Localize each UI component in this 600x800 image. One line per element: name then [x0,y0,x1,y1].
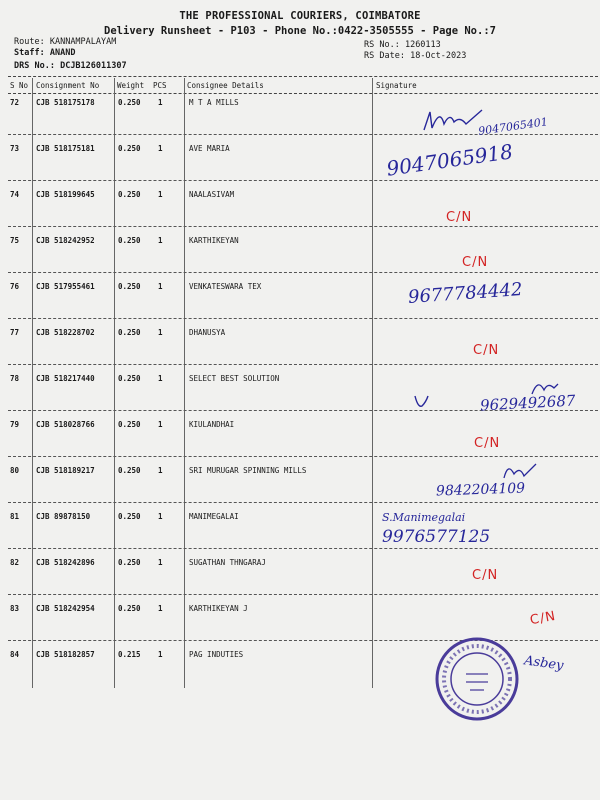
row-pcs: 1 [158,282,163,291]
handwritten-phone: 9976577125 [382,527,491,547]
table-row [8,188,598,234]
row-pcs: 1 [158,98,163,107]
row-pcs: 1 [158,374,163,383]
row-weight: 0.250 [118,144,141,153]
row-consignee: NAALASIVAM [189,190,235,199]
row-divider [8,594,598,595]
row-consignee: M T A MILLS [189,98,239,107]
row-weight: 0.250 [118,190,141,199]
table-row [8,326,598,372]
handwritten-cn-mark: C/N [528,608,558,629]
col-header-signature: Signature [376,81,417,90]
row-pcs: 1 [158,144,163,153]
row-consignment: CJB 518189217 [36,466,95,475]
table-row [8,510,598,556]
row-divider [8,226,598,227]
staff-line [14,48,75,58]
row-consignment: CJB 517955461 [36,282,95,291]
row-sno: 76 [10,282,20,291]
row-consignee: KIULANDHAI [189,420,235,429]
row-divider [8,134,598,135]
row-consignment: CJB 518175181 [36,144,95,153]
row-consignee: MANIMEGALAI [189,512,239,521]
row-consignee: SELECT BEST SOLUTION [189,374,280,383]
col-header-pcs: PCS [153,81,167,90]
row-divider [8,272,598,273]
row-pcs: 1 [158,236,163,245]
company-name: THE PROFESSIONAL COURIERS, COIMBATORE [179,10,421,22]
table-row [8,234,598,280]
row-sno: 80 [10,466,20,475]
row-consignment: CJB 518228702 [36,328,95,337]
handwritten-phone: 9629492687 [479,391,576,415]
drs-value: DCJB126011307 [60,61,127,71]
row-sno: 77 [10,328,20,337]
row-sno: 75 [10,236,20,245]
handwritten-phone: 9047065401 [477,115,549,138]
row-consignment: CJB 518182857 [36,650,95,659]
row-consignment: CJB 518242896 [36,558,95,567]
handwritten-signature: Asbey [523,653,565,674]
row-sno: 82 [10,558,20,567]
row-weight: 0.215 [118,650,141,659]
row-pcs: 1 [158,650,163,659]
col-header-consignee: Consignee Details [187,81,264,90]
handwritten-cn-mark: C/N [473,343,500,358]
company-seal-stamp [434,636,520,722]
row-weight: 0.250 [118,98,141,107]
row-consignee: PAG INDUTIES [189,650,244,659]
rs-date-line [364,51,466,61]
row-consignment: CJB 518028766 [36,420,95,429]
row-weight: 0.250 [118,512,141,521]
drs-label: DRS No.: [14,61,55,71]
row-consignment: CJB 518242952 [36,236,95,245]
row-sno: 81 [10,512,20,521]
header-top-rule [8,76,598,77]
row-consignment: CJB 89878150 [36,512,91,521]
handwritten-cn-mark: C/N [474,436,501,451]
row-divider [8,318,598,319]
drs-line [14,61,127,71]
rs-no-line [364,40,441,50]
handwritten-phone: 9842204109 [435,480,526,500]
handwritten-cn-mark: C/N [462,255,489,270]
col-header-consignment: Consignment No [36,81,100,90]
row-pcs: 1 [158,466,163,475]
row-weight: 0.250 [118,466,141,475]
row-sno: 72 [10,98,20,107]
rs-date-label: RS Date: [364,51,405,61]
row-pcs: 1 [158,604,163,613]
table-row [8,556,598,602]
handwritten-cn-mark: C/N [472,568,499,583]
row-weight: 0.250 [118,236,141,245]
row-pcs: 1 [158,512,163,521]
row-sno: 73 [10,144,20,153]
row-weight: 0.250 [118,604,141,613]
row-pcs: 1 [158,328,163,337]
row-consignee: KARTHIKEYAN [189,236,239,245]
row-weight: 0.250 [118,558,141,567]
route-label: Route: [14,37,45,47]
row-sno: 74 [10,190,20,199]
header-bottom-rule [8,93,598,94]
handwritten-name: S.Manimegalai [382,511,466,524]
row-weight: 0.250 [118,374,141,383]
table-row [8,96,598,142]
row-divider [8,548,598,549]
rs-no-label: RS No.: [364,40,400,50]
row-weight: 0.250 [118,420,141,429]
row-consignee: VENKATESWARA TEX [189,282,262,291]
handwritten-phone: 9047065918 [384,139,515,181]
row-consignment: CJB 518217440 [36,374,95,383]
route-value: KANNAMPALAYAM [49,37,117,47]
row-divider [8,502,598,503]
row-sno: 84 [10,650,20,659]
route-line [14,37,116,47]
row-consignment: CJB 518175178 [36,98,95,107]
rs-no-value: 1260113 [404,40,441,50]
row-sno: 83 [10,604,20,613]
staff-value: ANAND [49,48,76,58]
staff-label: Staff: [14,48,45,58]
row-sno: 79 [10,420,20,429]
row-consignee: SRI MURUGAR SPINNING MILLS [189,466,307,475]
col-header-weight: Weight [117,81,145,90]
rs-date-value: 18-Oct-2023 [410,51,467,61]
row-consignee: DHANUSYA [189,328,226,337]
row-consignee: AVE MARIA [189,144,230,153]
col-header-sno: S No [10,81,29,90]
row-consignee: KARTHIKEYAN J [189,604,248,613]
row-pcs: 1 [158,190,163,199]
row-consignment: CJB 518242954 [36,604,95,613]
row-consignment: CJB 518199645 [36,190,95,199]
row-weight: 0.250 [118,328,141,337]
row-pcs: 1 [158,420,163,429]
handwritten-phone: 9677784442 [407,279,524,308]
row-weight: 0.250 [118,282,141,291]
row-pcs: 1 [158,558,163,567]
handwritten-cn-mark: C/N [446,210,473,225]
row-divider [8,364,598,365]
runsheet-title: Delivery Runsheet - P103 - Phone No.:0422-3505555 - Page No.:7 [104,25,496,37]
row-sno: 78 [10,374,20,383]
row-divider [8,456,598,457]
signature-tick [412,392,436,412]
row-divider [8,180,598,181]
row-consignee: SUGATHAN THNGARAJ [189,558,266,567]
